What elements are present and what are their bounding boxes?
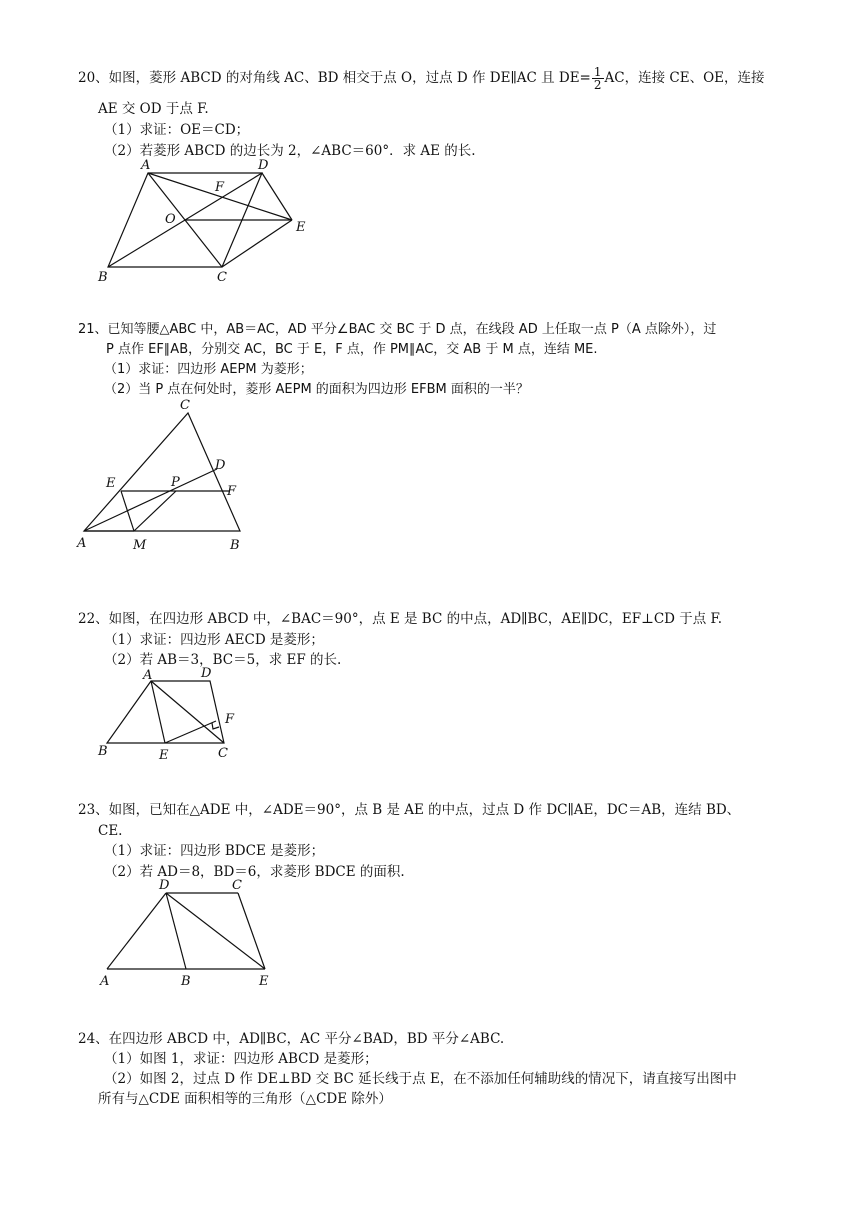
p23-q2: （2）若 AD＝8，BD＝6，求菱形 BDCE 的面积. [104,864,405,880]
p23-label-d: D [159,878,170,893]
p23-figure [95,875,285,990]
p21-line2: P 点作 EF∥AB，分别交 AC，BC 于 E，F 点，作 PM∥AC，交 AB 于 M 点，连结 ME. [106,342,598,357]
p20-label-e: E [296,220,306,235]
p21-label-e: E [106,476,116,491]
p23-label-b: B [181,974,191,989]
p20-frac-num: 1 [593,65,602,79]
p22-label-e: E [159,748,169,763]
p24-q2: （2）如图 2，过点 D 作 DE⊥BD 交 BC 延长线于点 E，在不添加任何辅助线的情况下，请直接写出图中 [104,1071,737,1087]
p20-q2: （2）若菱形 ABCD 的边长为 2，∠ABC＝60°．求 AE 的长. [104,143,476,159]
p20-figure [95,155,315,285]
p21-label-d: D [215,458,226,473]
p21-label-a: A [77,536,87,551]
p21-label-b: B [230,538,240,553]
p22-label-b: B [98,744,108,759]
p20-label-f: F [215,180,225,195]
p20-line2: AE 交 OD 于点 F. [98,101,209,117]
p20-text-pre: 20、如图，菱形 ABCD 的对角线 AC、BD 相交于点 O，过点 D 作 DE∥AC 且 DE= [78,70,591,86]
p20-label-o: O [165,212,176,227]
p24-q2-cont: 所有与△CDE 面积相等的三角形（△CDE 除外） [98,1091,392,1107]
p22-figure [95,665,245,765]
p20-q1: （1）求证：OE＝CD； [104,122,250,138]
p21-figure [72,395,262,555]
p23-line2: CE. [98,823,123,839]
p20-label-d: D [258,158,269,173]
p22-line1: 22、如图，在四边形 ABCD 中，∠BAC＝90°，点 E 是 BC 的中点，AD∥BC，AE∥DC，EF⊥CD 于点 F. [78,611,723,627]
p22-label-c: C [218,746,228,761]
p21-label-c: C [180,398,190,413]
p20-text-post: AC，连接 CE、OE，连接 [604,70,765,86]
p22-label-d: D [201,666,212,681]
p23-line1: 23、如图，已知在△ADE 中，∠ADE＝90°，点 B 是 AE 的中点，过点 D 作 DC∥AE，DC＝AB，连结 BD、 [78,802,741,818]
p22-label-f: F [225,712,235,727]
p21-label-p: P [171,475,180,490]
p21-q2: （2）当 P 点在何处时，菱形 AEPM 的面积为四边形 EFBM 面积的一半？ [104,382,529,397]
p20-fraction [592,66,604,91]
p20-label-a: A [141,158,151,173]
p22-q1: （1）求证：四边形 AECD 是菱形； [104,632,324,648]
p20-line1 [78,66,765,91]
p23-label-c: C [232,878,242,893]
p24-q1: （1）如图 1，求证：四边形 ABCD 是菱形； [104,1051,378,1067]
p20-label-b: B [98,270,108,285]
p20-frac-den: 2 [593,78,602,92]
p22-label-a: A [143,668,153,683]
p22-q2: （2）若 AB＝3，BC＝5，求 EF 的长. [104,652,342,668]
p21-line1: 21、已知等腰△ABC 中，AB＝AC，AD 平分∠BAC 交 BC 于 D 点，在线段 AD 上任取一点 P（A 点除外），过 [78,322,717,337]
p21-q1: （1）求证：四边形 AEPM 为菱形； [104,362,313,377]
p24-line1: 24、在四边形 ABCD 中，AD∥BC，AC 平分∠BAD，BD 平分∠ABC. [78,1031,505,1047]
p20-label-c: C [217,270,227,285]
p21-label-m: M [133,538,147,553]
p23-q1: （1）求证：四边形 BDCE 是菱形； [104,843,325,859]
p23-label-a: A [100,974,110,989]
p23-label-e: E [259,974,269,989]
p21-label-f: F [227,484,237,499]
